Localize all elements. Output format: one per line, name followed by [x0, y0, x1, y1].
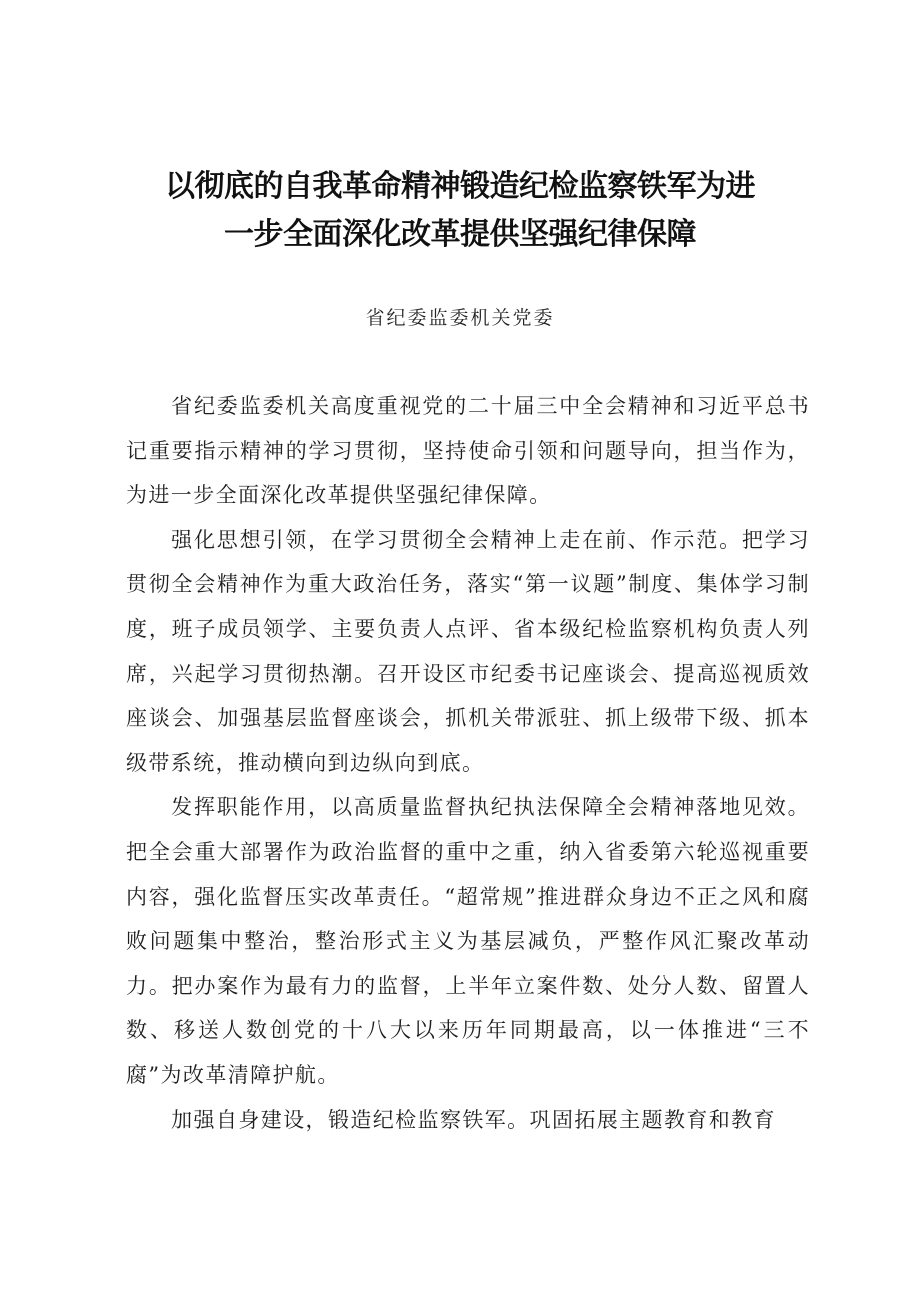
- paragraph-thought-guidance: 强化思想引领，在学习贯彻全会精神上走在前、作示范。把学习贯彻全会精神作为重大政治任务，落实“第一议题”制度、集体学习制度，班子成员领学、主要负责人点评、省本级纪检监察机构负责人列席，兴起学习贯彻热潮。召开设区市纪委书记座谈会、提高巡视质效座谈会、加强基层监督座谈会，抓机关带派驻、抓上级带下级、抓本级带系统，推动横向到边纵向到底。: [126, 527, 810, 775]
- document-body: [126, 384, 810, 1142]
- author-byline: 省纪委监委机关党委: [365, 307, 555, 329]
- document-title: [110, 163, 810, 259]
- title-line-2: 一步全面深化改革提供坚强纪律保障: [224, 217, 696, 252]
- title-line-1: 以彻底的自我革命精神锻造纪检监察铁军为进: [165, 169, 755, 204]
- paragraph-self-construction: 加强自身建设，锻造纪检监察铁军。巩固拓展主题教育和教育: [171, 1107, 776, 1132]
- paragraph-intro: 省纪委监委机关高度重视党的二十届三中全会精神和习近平总书记重要指示精神的学习贯彻，坚持使命引领和问题导向，担当作为，为进一步全面深化改革提供坚强纪律保障。: [126, 394, 810, 508]
- paragraph-functional-role: 发挥职能作用，以高质量监督执纪执法保障全会精神落地见效。把全会重大部署作为政治监督的重中之重，纳入省委第六轮巡视重要内容，强化监督压实改革责任。“超常规”推进群众身边不正之风和腐败问题集中整治，整治形式主义为基层减负，严整作风汇聚改革动力。把办案作为最有力的监督，上半年立案件数、处分人数、留置人数、移送人数创党的十八大以来历年同期最高，以一体推进“三不腐”为改革清障护航。: [126, 795, 810, 1087]
